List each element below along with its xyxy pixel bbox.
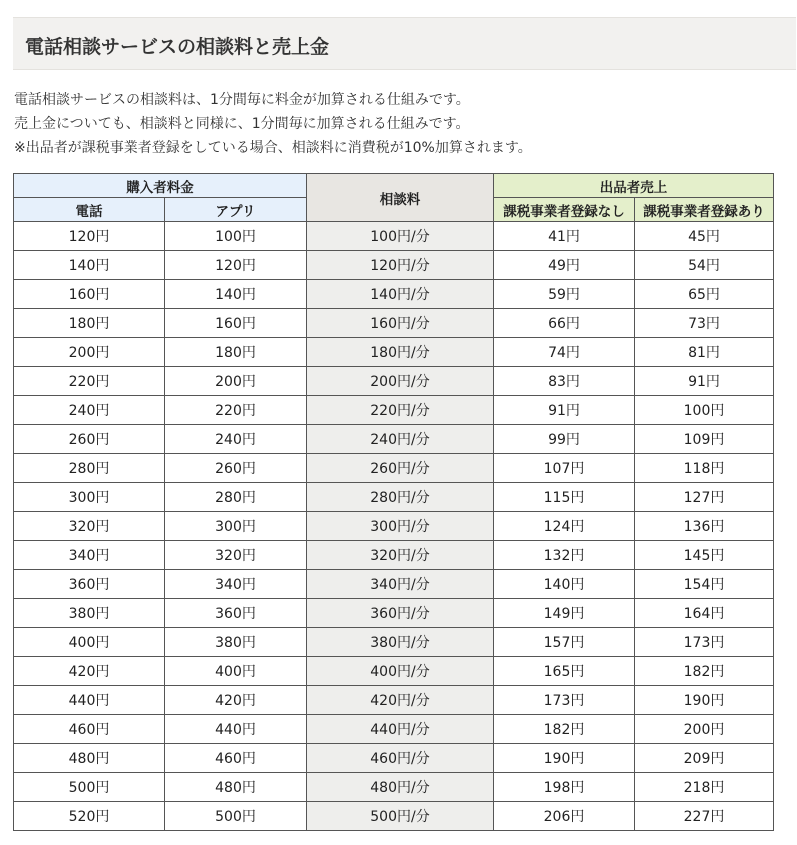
consult-fee-cell: 440円/分 — [307, 715, 494, 744]
sales-taxed-cell: 81円 — [635, 338, 774, 367]
phone-price-cell: 260円 — [14, 425, 165, 454]
consult-fee-cell: 380円/分 — [307, 628, 494, 657]
sales-untaxed-cell: 124円 — [494, 512, 635, 541]
sales-untaxed-cell: 149円 — [494, 599, 635, 628]
phone-price-cell: 440円 — [14, 686, 165, 715]
sales-untaxed-cell: 173円 — [494, 686, 635, 715]
consult-fee-cell: 160円/分 — [307, 309, 494, 338]
phone-price-cell: 500円 — [14, 773, 165, 802]
consult-fee-cell: 220円/分 — [307, 396, 494, 425]
sales-untaxed-cell: 132円 — [494, 541, 635, 570]
sales-taxed-cell: 209円 — [635, 744, 774, 773]
sales-untaxed-cell: 198円 — [494, 773, 635, 802]
app-price-cell: 140円 — [165, 280, 307, 309]
app-price-cell: 240円 — [165, 425, 307, 454]
table-row — [14, 309, 774, 338]
table-row — [14, 541, 774, 570]
phone-price-cell: 120円 — [14, 222, 165, 251]
table-row — [14, 280, 774, 309]
sales-taxed-cell: 227円 — [635, 802, 774, 831]
sales-untaxed-cell: 115円 — [494, 483, 635, 512]
sales-untaxed-cell: 99円 — [494, 425, 635, 454]
app-price-cell: 480円 — [165, 773, 307, 802]
sales-untaxed-cell: 83円 — [494, 367, 635, 396]
consult-fee-cell: 140円/分 — [307, 280, 494, 309]
taxed-column-header: 課税事業者登録あり — [635, 198, 774, 222]
app-price-cell: 200円 — [165, 367, 307, 396]
consult-fee-cell: 260円/分 — [307, 454, 494, 483]
app-price-cell: 120円 — [165, 251, 307, 280]
sales-taxed-cell: 73円 — [635, 309, 774, 338]
sales-taxed-cell: 127円 — [635, 483, 774, 512]
phone-price-cell: 300円 — [14, 483, 165, 512]
table-row — [14, 251, 774, 280]
phone-price-cell: 320円 — [14, 512, 165, 541]
consult-fee-header: 相談料 — [307, 174, 494, 222]
table-row — [14, 512, 774, 541]
phone-column-header: 電話 — [14, 198, 165, 222]
sales-untaxed-cell: 91円 — [494, 396, 635, 425]
sales-untaxed-cell: 107円 — [494, 454, 635, 483]
phone-price-cell: 340円 — [14, 541, 165, 570]
app-price-cell: 100円 — [165, 222, 307, 251]
sales-untaxed-cell: 74円 — [494, 338, 635, 367]
phone-price-cell: 180円 — [14, 309, 165, 338]
sales-taxed-cell: 109円 — [635, 425, 774, 454]
app-price-cell: 340円 — [165, 570, 307, 599]
table-row — [14, 715, 774, 744]
app-price-cell: 380円 — [165, 628, 307, 657]
table-row — [14, 367, 774, 396]
consult-fee-cell: 120円/分 — [307, 251, 494, 280]
table-row — [14, 338, 774, 367]
consult-fee-cell: 280円/分 — [307, 483, 494, 512]
table-row — [14, 686, 774, 715]
untaxed-column-header: 課税事業者登録なし — [494, 198, 635, 222]
sales-untaxed-cell: 41円 — [494, 222, 635, 251]
description — [14, 88, 784, 160]
phone-price-cell: 520円 — [14, 802, 165, 831]
app-price-cell: 400円 — [165, 657, 307, 686]
app-price-cell: 300円 — [165, 512, 307, 541]
consult-fee-cell: 240円/分 — [307, 425, 494, 454]
consult-fee-cell: 300円/分 — [307, 512, 494, 541]
app-price-cell: 280円 — [165, 483, 307, 512]
sales-taxed-cell: 218円 — [635, 773, 774, 802]
description-line: 売上金についても、相談料と同様に、1分間毎に加算される仕組みです。 — [14, 116, 470, 132]
table-row — [14, 628, 774, 657]
table-row — [14, 425, 774, 454]
consult-fee-cell: 180円/分 — [307, 338, 494, 367]
app-price-cell: 460円 — [165, 744, 307, 773]
fee-table-body — [14, 222, 774, 831]
sales-taxed-cell: 200円 — [635, 715, 774, 744]
phone-price-cell: 140円 — [14, 251, 165, 280]
table-row — [14, 483, 774, 512]
sales-untaxed-cell: 165円 — [494, 657, 635, 686]
table-row — [14, 657, 774, 686]
table-row — [14, 454, 774, 483]
heading-box — [13, 17, 796, 70]
app-price-cell: 260円 — [165, 454, 307, 483]
sales-untaxed-cell: 66円 — [494, 309, 635, 338]
app-price-cell: 360円 — [165, 599, 307, 628]
sales-untaxed-cell: 190円 — [494, 744, 635, 773]
app-price-cell: 500円 — [165, 802, 307, 831]
consult-fee-cell: 200円/分 — [307, 367, 494, 396]
consult-fee-cell: 420円/分 — [307, 686, 494, 715]
consult-fee-cell: 360円/分 — [307, 599, 494, 628]
phone-price-cell: 460円 — [14, 715, 165, 744]
phone-price-cell: 420円 — [14, 657, 165, 686]
sales-taxed-cell: 154円 — [635, 570, 774, 599]
seller-sales-header: 出品者売上 — [494, 174, 774, 198]
table-row — [14, 396, 774, 425]
consult-fee-cell: 400円/分 — [307, 657, 494, 686]
sales-untaxed-cell: 157円 — [494, 628, 635, 657]
phone-price-cell: 360円 — [14, 570, 165, 599]
consult-fee-cell: 500円/分 — [307, 802, 494, 831]
table-row — [14, 222, 774, 251]
sales-taxed-cell: 54円 — [635, 251, 774, 280]
phone-price-cell: 400円 — [14, 628, 165, 657]
sales-taxed-cell: 145円 — [635, 541, 774, 570]
consult-fee-cell: 320円/分 — [307, 541, 494, 570]
buyer-fee-header: 購入者料金 — [14, 174, 307, 198]
phone-price-cell: 240円 — [14, 396, 165, 425]
app-price-cell: 320円 — [165, 541, 307, 570]
app-column-header: アプリ — [165, 198, 307, 222]
consult-fee-cell: 480円/分 — [307, 773, 494, 802]
table-row — [14, 744, 774, 773]
table-row — [14, 802, 774, 831]
sales-taxed-cell: 136円 — [635, 512, 774, 541]
sales-taxed-cell: 118円 — [635, 454, 774, 483]
sales-untaxed-cell: 59円 — [494, 280, 635, 309]
sales-untaxed-cell: 182円 — [494, 715, 635, 744]
sales-taxed-cell: 182円 — [635, 657, 774, 686]
app-price-cell: 440円 — [165, 715, 307, 744]
page-title: 電話相談サービスの相談料と売上金 — [25, 36, 330, 58]
table-row — [14, 773, 774, 802]
description-line: 電話相談サービスの相談料は、1分間毎に料金が加算される仕組みです。 — [14, 92, 470, 108]
fee-table — [13, 173, 774, 831]
phone-price-cell: 480円 — [14, 744, 165, 773]
table-row — [14, 570, 774, 599]
sales-untaxed-cell: 49円 — [494, 251, 635, 280]
sales-taxed-cell: 65円 — [635, 280, 774, 309]
description-line: ※出品者が課税事業者登録をしている場合、相談料に消費税が10%加算されます。 — [14, 140, 532, 156]
sales-taxed-cell: 45円 — [635, 222, 774, 251]
consult-fee-cell: 460円/分 — [307, 744, 494, 773]
app-price-cell: 420円 — [165, 686, 307, 715]
sales-taxed-cell: 91円 — [635, 367, 774, 396]
phone-price-cell: 160円 — [14, 280, 165, 309]
app-price-cell: 180円 — [165, 338, 307, 367]
sales-taxed-cell: 100円 — [635, 396, 774, 425]
app-price-cell: 220円 — [165, 396, 307, 425]
sales-taxed-cell: 164円 — [635, 599, 774, 628]
table-row — [14, 599, 774, 628]
phone-price-cell: 380円 — [14, 599, 165, 628]
phone-price-cell: 280円 — [14, 454, 165, 483]
phone-price-cell: 220円 — [14, 367, 165, 396]
sales-untaxed-cell: 206円 — [494, 802, 635, 831]
phone-price-cell: 200円 — [14, 338, 165, 367]
consult-fee-cell: 100円/分 — [307, 222, 494, 251]
consult-fee-cell: 340円/分 — [307, 570, 494, 599]
app-price-cell: 160円 — [165, 309, 307, 338]
sales-taxed-cell: 173円 — [635, 628, 774, 657]
sales-untaxed-cell: 140円 — [494, 570, 635, 599]
sales-taxed-cell: 190円 — [635, 686, 774, 715]
